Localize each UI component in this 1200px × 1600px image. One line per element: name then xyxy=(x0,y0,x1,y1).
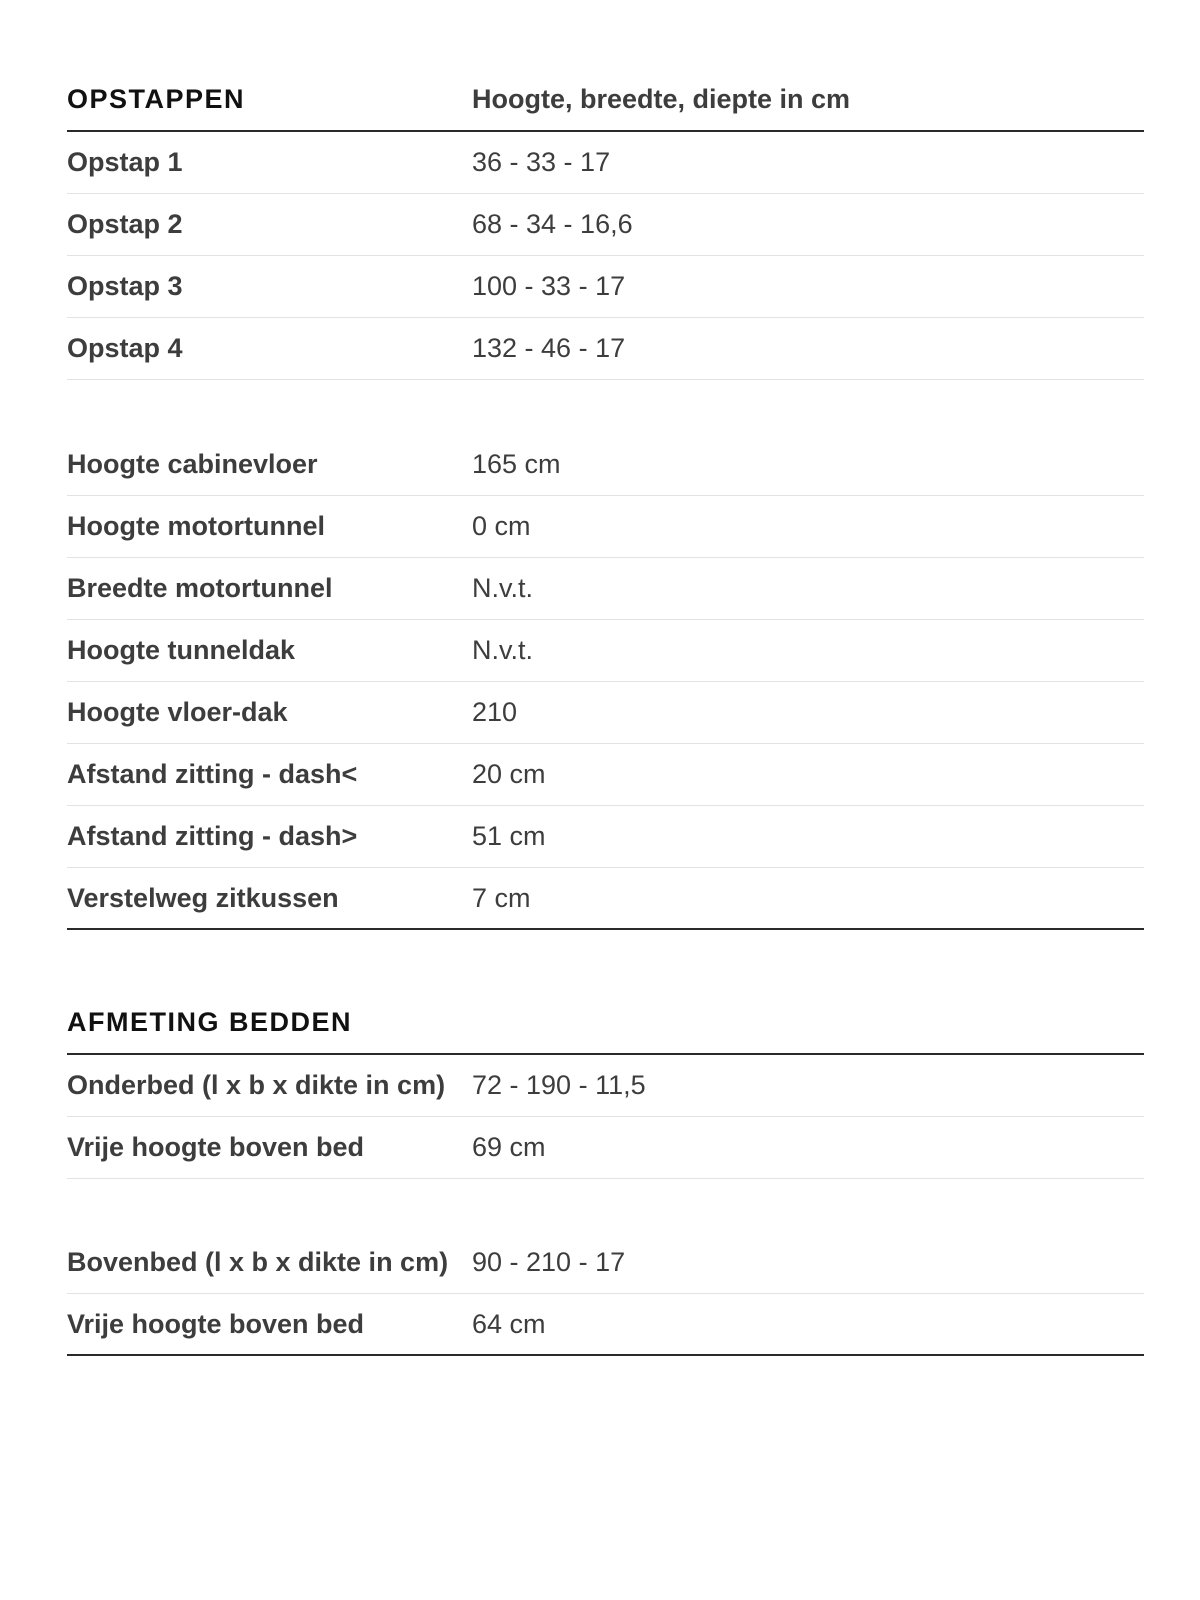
row-label: Hoogte motortunnel xyxy=(67,511,325,541)
table-row xyxy=(67,868,1144,930)
row-value: 36 - 33 - 17 xyxy=(472,147,611,177)
table-row xyxy=(67,132,1144,194)
table-row xyxy=(67,744,1144,806)
row-value: 69 cm xyxy=(472,1132,546,1162)
row-label: Afstand zitting - dash> xyxy=(67,821,358,851)
row-label: Hoogte tunneldak xyxy=(67,635,295,665)
steps-header-value: Hoogte, breedte, diepte in cm xyxy=(472,83,851,114)
table-row xyxy=(67,434,1144,496)
row-label: Verstelweg zitkussen xyxy=(67,882,339,913)
row-value: 90 - 210 - 17 xyxy=(472,1247,626,1277)
table-row xyxy=(67,620,1144,682)
table-row xyxy=(67,194,1144,256)
table-row xyxy=(67,1117,1144,1179)
row-value: 64 cm xyxy=(472,1308,546,1339)
cabin-table xyxy=(67,434,1144,930)
row-label: Breedte motortunnel xyxy=(67,573,333,603)
row-value: 68 - 34 - 16,6 xyxy=(472,209,633,239)
table-row xyxy=(67,256,1144,318)
beds-title: AFMETING BEDDEN xyxy=(67,1006,352,1037)
beds-table xyxy=(67,991,1144,1179)
row-value: 72 - 190 - 11,5 xyxy=(472,1070,646,1100)
steps-title: OPSTAPPEN xyxy=(67,83,246,114)
table-row xyxy=(67,318,1144,380)
table-row xyxy=(67,1232,1144,1294)
table-row xyxy=(67,558,1144,620)
row-label: Onderbed (l x b x dikte in cm) xyxy=(67,1070,446,1100)
row-value: 165 cm xyxy=(472,449,561,479)
table-row xyxy=(67,806,1144,868)
row-value: 0 cm xyxy=(472,511,531,541)
row-label: Opstap 3 xyxy=(67,271,183,301)
table-row xyxy=(67,1055,1144,1117)
beds-upper-table xyxy=(67,1232,1144,1356)
row-label: Hoogte cabinevloer xyxy=(67,449,318,479)
steps-table xyxy=(67,68,1144,380)
row-value: 132 - 46 - 17 xyxy=(472,333,626,363)
row-value: 7 cm xyxy=(472,882,531,913)
row-value: N.v.t. xyxy=(472,573,534,603)
table-row xyxy=(67,496,1144,558)
row-label: Bovenbed (l x b x dikte in cm) xyxy=(67,1247,449,1277)
row-label: Opstap 2 xyxy=(67,209,183,239)
steps-header-row xyxy=(67,68,1144,132)
row-value: N.v.t. xyxy=(472,635,534,665)
table-row xyxy=(67,682,1144,744)
row-label: Opstap 4 xyxy=(67,333,183,363)
row-label: Hoogte vloer-dak xyxy=(67,697,288,727)
row-label: Afstand zitting - dash< xyxy=(67,759,358,789)
table-row xyxy=(67,1294,1144,1356)
row-value: 100 - 33 - 17 xyxy=(472,271,626,301)
row-value: 210 xyxy=(472,697,518,727)
row-value: 20 cm xyxy=(472,759,546,789)
row-value: 51 cm xyxy=(472,821,546,851)
beds-header-row xyxy=(67,991,1144,1055)
row-label: Vrije hoogte boven bed xyxy=(67,1308,365,1339)
row-label: Opstap 1 xyxy=(67,147,183,177)
row-label: Vrije hoogte boven bed xyxy=(67,1132,365,1162)
